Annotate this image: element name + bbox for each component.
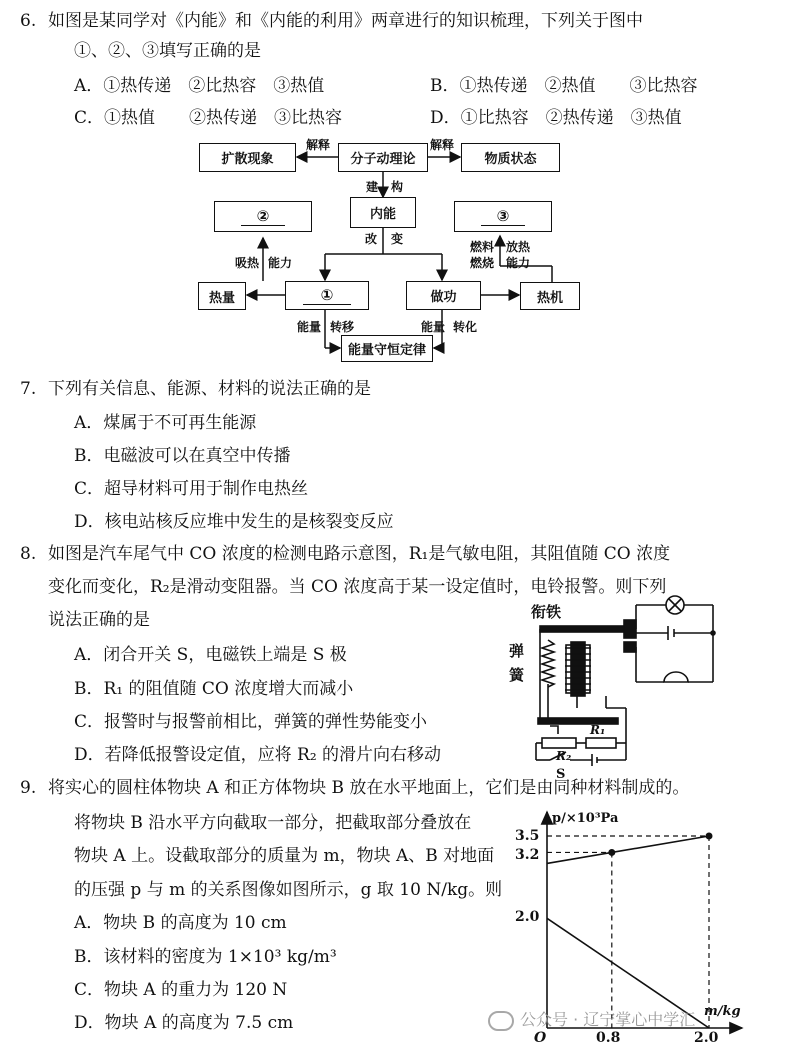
q9-number: 9. <box>20 778 37 798</box>
q9-option-a[interactable]: A．物块 B 的高度为 10 cm <box>74 913 287 933</box>
q7-option-a[interactable]: A．煤属于不可再生能源 <box>74 413 257 433</box>
build-label-2: 构 <box>391 180 404 194</box>
x-tick-0-8: 0.8 <box>596 1030 621 1046</box>
q7-stem: 下列有关信息、能源、材料的说法正确的是 <box>48 379 371 399</box>
burn-label: 燃烧 <box>470 256 495 270</box>
q6-number: 6. <box>20 11 37 31</box>
convert-label: 转化 <box>453 320 478 334</box>
explain-left-label: 解释 <box>306 138 331 152</box>
ability-label-2: 能力 <box>506 256 531 270</box>
q8-number: 8. <box>20 544 37 564</box>
point-2-0-3-5 <box>706 833 713 840</box>
q8-option-b[interactable]: B．R₁ 的阻值随 CO 浓度增大而减小 <box>74 679 354 699</box>
q8-option-a[interactable]: A．闭合开关 S，电磁铁上端是 S 极 <box>74 645 347 665</box>
internal-energy-box: 内能 <box>350 197 416 228</box>
q7-option-d[interactable]: D．核电站核反应堆中发生的是核裂变反应 <box>74 512 394 532</box>
change-label-1: 改 <box>365 232 378 246</box>
q9-option-c[interactable]: C．物块 A 的重力为 120 N <box>74 980 288 1000</box>
q6-option-a[interactable]: A．①热传递 ②比热容 ③热值 <box>74 76 325 96</box>
q6-stem-line1: 如图是某同学对《内能》和《内能的利用》两章进行的知识梳理，下列关于图中 <box>48 11 643 31</box>
q8-option-d[interactable]: D．若降低报警设定值，应将 R₂ 的滑片向右移动 <box>74 745 442 765</box>
q9-stem-line4: 的压强 p 与 m 的关系图像如图所示，g 取 10 N/kg。则 <box>74 880 503 900</box>
build-label-1: 建 <box>366 180 379 194</box>
graph-y-label: p/×10³Pa <box>552 811 619 826</box>
watermark: 公众号 · 辽宁掌心中学汇 <box>488 1007 695 1031</box>
q8-stem-line3: 说法正确的是 <box>48 610 150 630</box>
y-tick-3-2: 3.2 <box>515 847 540 863</box>
change-label-2: 变 <box>391 232 404 246</box>
q8-stem-line1: 如图是汽车尾气中 CO 浓度的检测电路示意图，R₁是气敏电阻，其阻值随 CO 浓度 <box>48 544 671 564</box>
molecular-theory-box: 分子动理论 <box>338 143 428 172</box>
q9-stem-line3: 物块 A 上。设截取部分的质量为 m，物块 A、B 对地面 <box>74 846 495 866</box>
q6-option-c[interactable]: C．①热值 ②热传递 ③比热容 <box>74 108 343 128</box>
transfer-label: 转移 <box>330 320 355 334</box>
diffusion-box: 扩散现象 <box>199 143 296 172</box>
heat-engine-box: 热机 <box>520 282 580 310</box>
q6-stem-line2: ①、②、③填写正确的是 <box>74 41 261 61</box>
y-tick-2-0: 2.0 <box>515 909 540 925</box>
blank-2-box: ② <box>214 201 312 232</box>
wechat-icon <box>488 1011 514 1031</box>
matter-state-box: 物质状态 <box>461 143 560 172</box>
switch-label: S <box>556 767 566 782</box>
explain-right-label: 解释 <box>430 138 455 152</box>
q6-option-d[interactable]: D．①比热容 ②热传递 ③热值 <box>430 108 682 128</box>
q7-number: 7. <box>20 379 37 399</box>
q6-option-b[interactable]: B．①热传递 ②热值 ③比热容 <box>430 76 698 96</box>
absorb-heat-label: 吸热 <box>235 256 260 270</box>
armature-label: 衔铁 <box>531 603 562 621</box>
fuel-label: 燃料 <box>470 240 495 254</box>
graph-x-label: m/kg <box>704 1004 741 1019</box>
energy-label-1: 能量 <box>297 320 322 334</box>
q8-option-c[interactable]: C．报警时与报警前相比，弹簧的弹性势能变小 <box>74 712 428 732</box>
ability-label: 能力 <box>268 256 293 270</box>
spring-label-1: 弹 <box>509 642 525 660</box>
energy-conservation-box: 能量守恒定律 <box>341 335 433 362</box>
y-tick-3-5: 3.5 <box>515 828 540 844</box>
q8-stem-line2: 变化而变化，R₂是滑动变阻器。当 CO 浓度高于某一设定值时，电铃报警。则下列 <box>48 577 667 597</box>
q7-option-b[interactable]: B．电磁波可以在真空中传播 <box>74 446 291 466</box>
q9-stem-line1: 将实心的圆柱体物块 A 和正方体物块 B 放在水平地面上，它们是由同种材料制成的。 <box>48 778 690 798</box>
release-heat-label: 放热 <box>506 240 531 254</box>
graph-origin-label: O <box>534 1030 547 1046</box>
heat-box: 热量 <box>198 282 246 310</box>
spring-label-2: 簧 <box>509 666 525 684</box>
energy-label-2: 能量 <box>421 320 446 334</box>
q9-option-d[interactable]: D．物块 A 的高度为 7.5 cm <box>74 1013 294 1033</box>
blank-1-box: ① <box>285 281 369 310</box>
q9-stem-line2: 将物块 B 沿水平方向截取一部分，把截取部分叠放在 <box>74 813 472 833</box>
x-tick-2-0: 2.0 <box>694 1030 719 1046</box>
point-0-8-3-2 <box>608 849 615 856</box>
q9-option-b[interactable]: B．该材料的密度为 1×10³ kg/m³ <box>74 947 337 967</box>
work-box: 做功 <box>406 281 481 310</box>
line-block-a <box>547 836 709 863</box>
r2-label: R₂ <box>556 749 572 763</box>
q7-option-c[interactable]: C．超导材料可用于制作电热丝 <box>74 479 309 499</box>
blank-3-box: ③ <box>454 201 552 232</box>
r1-label: R₁ <box>590 723 606 737</box>
